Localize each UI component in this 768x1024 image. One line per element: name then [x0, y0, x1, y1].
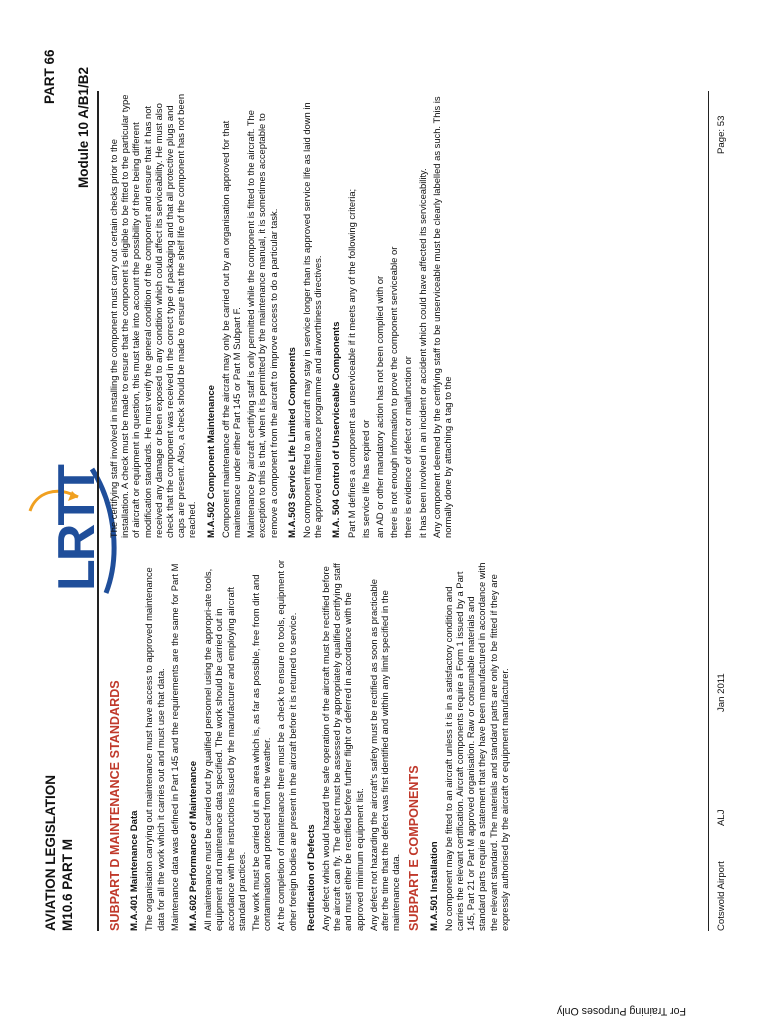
ma501-paragraph: No component may be fitted to an aircraft unless it is in a satisfactory condition and carries the relevant certification. Aircraft components require a Form 1 issued by a Part 145, Part 21 or Part M approved organisation. Raw or consumable materials and standard parts require a statement that they have been manufactured in accordance with the relevant standard. The materials and standard parts are only to be fitted if they are expressly authorised by the aircraft or equipment manufacturer.	[442, 562, 510, 931]
rectification-heading: Rectification of Defects	[305, 824, 317, 931]
training-purposes-note: For Training Purposes Only	[557, 1005, 686, 1017]
criteria-item: there is evidence of defect or malfunction or	[402, 356, 414, 538]
header-module: Module 10 A/B1/B2	[76, 66, 91, 188]
footer-page-number: Page: 53	[716, 115, 727, 154]
header-rule	[97, 91, 99, 931]
header-subtitle: M10.6 PART M	[60, 838, 75, 931]
subpart-d-title: SUBPART D MAINTENANCE STANDARDS	[108, 680, 122, 931]
logo-text: LRTT	[48, 466, 106, 591]
ma401-paragraph: Maintenance data was defined in Part 145 and the requirements are the same for Part M	[168, 563, 180, 931]
left-column	[108, 559, 513, 931]
footer-airport: Cotswold Airport	[716, 861, 727, 931]
footer-date: Jan 2011	[716, 673, 727, 712]
ma602-heading: M.A.602 Performance of Maintenance	[188, 760, 200, 931]
ma504-paragraph: Part M defines a component as unserviceable if it meets any of the following criteria;	[345, 188, 357, 538]
ma401-heading: M.A.401 Maintenance Data	[129, 810, 141, 931]
header-part: PART 66	[42, 49, 57, 104]
criteria-item: it has been involved in an incident or accident which could have affected its serviceability.	[416, 168, 428, 538]
footer-author: ALJ	[716, 809, 727, 826]
ma401-paragraph: The organisation carrying out maintenance must have access to approved maintenance data for all the work which it carries out and must use that data.	[143, 567, 166, 931]
subpart-e-title: SUBPART E COMPONENTS	[407, 765, 422, 931]
document-header	[42, 775, 76, 931]
ma502-paragraph: Component maintenance off the aircraft may only be carried out by an organisation approved for that maintenance under either Part 145 or Part M Subpart F.	[219, 120, 243, 538]
ma501-heading: M.A.501 Installation	[428, 841, 440, 931]
ma503-heading: M.A.503 Service Life Limited Components	[286, 347, 298, 538]
criteria-item: there is not enough information to prove the component serviceable or	[388, 246, 400, 538]
ma501-paragraph: The certifying staff involved in installing the component must carry out certain checks prior to the installation. A check must be made to ensure that the component is eligible to be fitted to the particular type of aircraft or equipment in question, this must take into account the possibility of there being different modification standards. He must verify the general condition of the component and ensure that it has not received any damage or been exposed to any condition which could affect its serviceability. He must also check that the component was received in the correct type of packaging and that all protective plugs and caps are present. Also, a check should be made to ensure that the shelf life of the component has not been reached.	[108, 93, 198, 538]
ma503-paragraph: No component fitted to an aircraft may stay in service longer than its approved service life as laid down in the approved maintenance programme and airworthiness directives.	[301, 102, 324, 538]
header-title: AVIATION LEGISLATION	[43, 775, 58, 931]
ma502-heading: M.A.502 Component Maintenance	[205, 385, 217, 538]
ma602-paragraph: All maintenance must be carried out by qualified personnel using the appropri-ate tools, equipment and maintenance data specified. The work should be carried out in accordance with the instructions issued by the manufacturer and employing aircraft standard practices.	[202, 568, 247, 931]
ma504-paragraph: Any component deemed by the certifying staff to be unserviceable must be clearly labelled as such. This is normally done by attaching a tag to the	[430, 96, 454, 538]
rectification-paragraph: Any defect which would hazard the safe operation of the aircraft must be rectified before the aircraft can fly. The defect must be assessed by appropriately qualified certifying staff and must either be rectified before further flight or deferred in accordance with the approved minimum equipment list.	[320, 563, 365, 931]
ma504-heading: M.A. 504 Control of Unserviceable Components	[331, 321, 343, 538]
lrtt-logo	[28, 457, 118, 597]
rectification-paragraph: Any defect not hazarding the aircraft's safety must be rectified as soon as practicable after the time that the defect was first identified and within any limit specified in the maintenance data.	[367, 579, 402, 931]
ma602-paragraph: The work must be carried out in an area which is, as far as possible, free from dirt and contamination and protected from the weather.	[250, 574, 273, 931]
criteria-item: its service life has expired or	[359, 419, 371, 538]
ma602-paragraph: At the completion of maintenance there must be a check to ensure no tools, equipment or other foreign bodies are present in the aircraft before it is returned to service.	[275, 559, 298, 931]
footer-rule	[708, 91, 709, 931]
ma502-paragraph: Maintenance by aircraft certifying staff is only permitted while the component is fitted to the aircraft. The exception to this is that, when it is permitted by the maintenance manual, it is sometimes acceptable to remove a component from the aircraft to improve access to do a particular task.	[245, 110, 279, 538]
criteria-item: an AD or other mandatory action has not been complied with or	[374, 275, 386, 538]
right-column	[108, 92, 456, 538]
